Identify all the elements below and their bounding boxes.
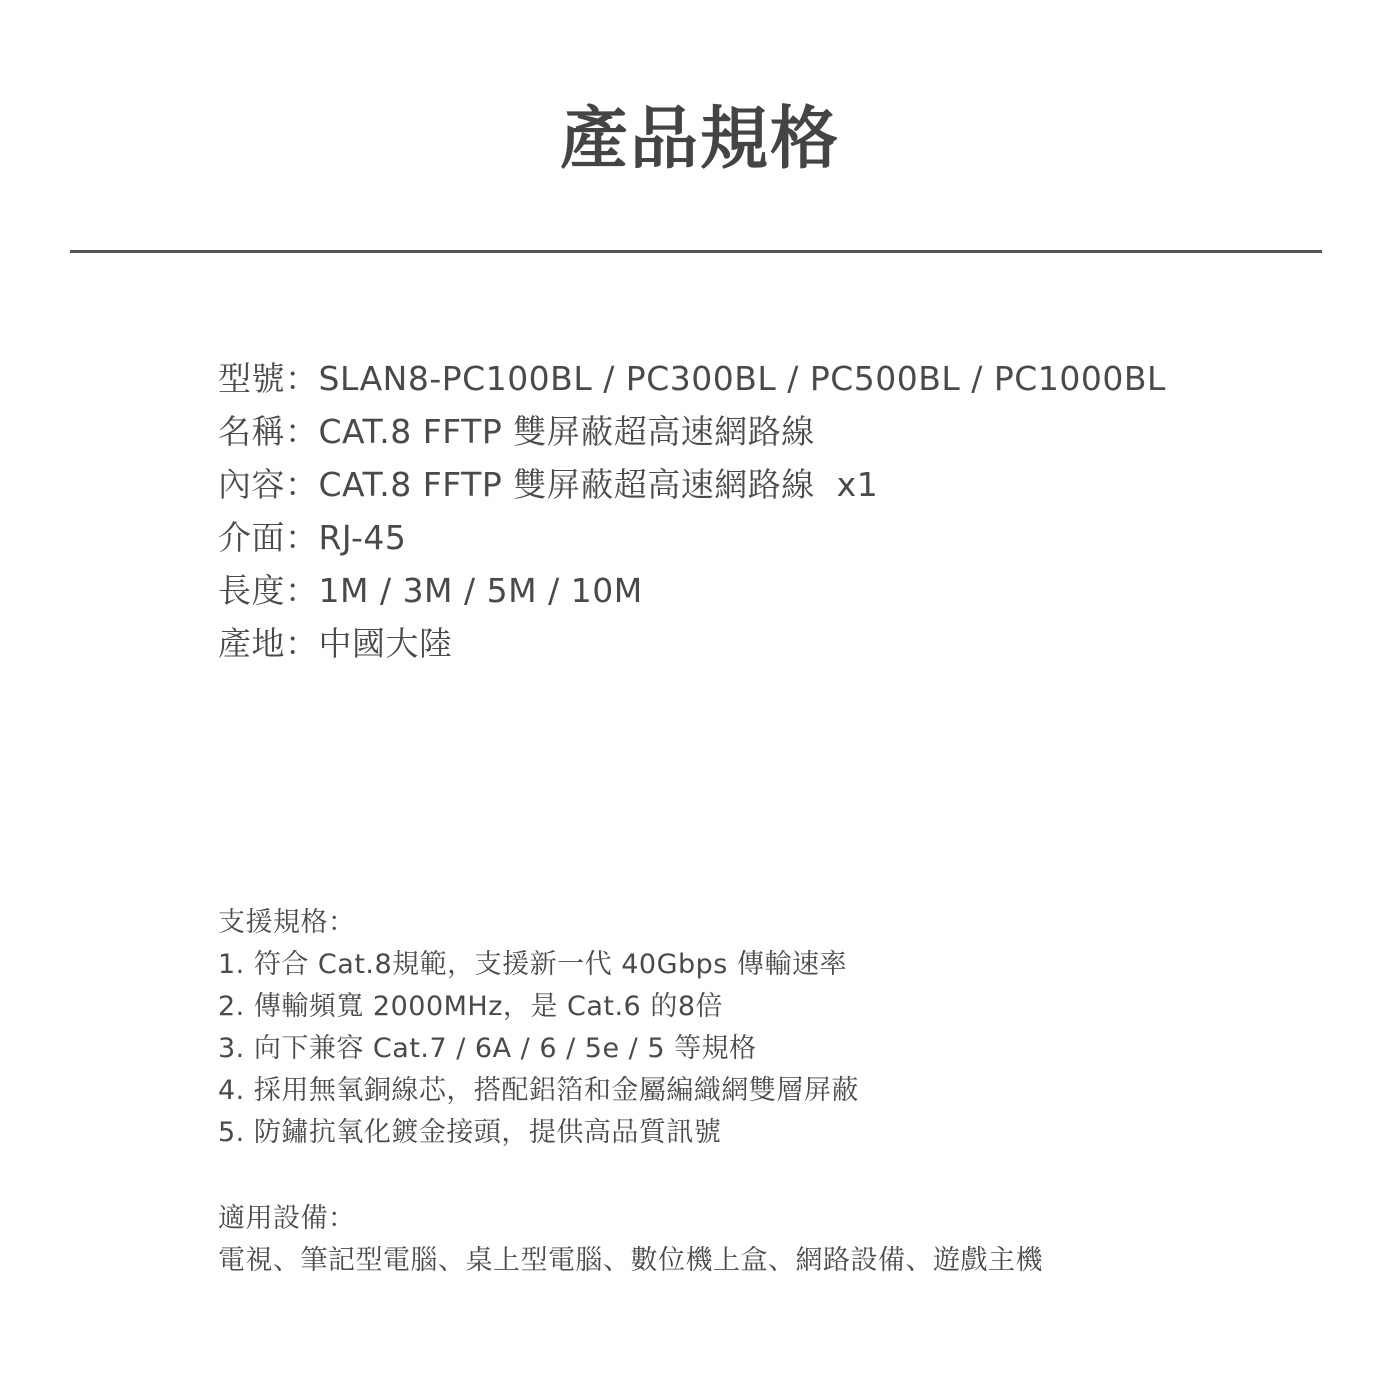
spec-value: CAT.8 FFTP 雙屏蔽超高速網路線: [318, 412, 815, 451]
spec-value: CAT.8 FFTP 雙屏蔽超高速網路線 x1: [318, 465, 879, 504]
support-spec-section: [218, 902, 1318, 1154]
support-spec-item: 2. 傳輸頻寬 2000MHz，是 Cat.6 的8倍: [218, 991, 723, 1022]
compatible-devices-section: [218, 1198, 1318, 1282]
spec-separator: ：: [285, 571, 319, 610]
spec-value: RJ-45: [318, 518, 407, 557]
spec-separator: ：: [285, 359, 319, 398]
spec-label: 名稱: [218, 412, 285, 451]
spec-separator: ：: [285, 412, 319, 451]
title-divider: [70, 250, 1322, 253]
support-spec-heading: 支援規格：: [218, 907, 356, 938]
support-spec-item: 5. 防鏽抗氧化鍍金接頭，提供高品質訊號: [218, 1117, 722, 1148]
spec-label: 長度: [218, 571, 285, 610]
spec-row-length: [218, 564, 1318, 617]
page-title: 產品規格: [559, 100, 840, 179]
spec-label: 介面: [218, 518, 285, 557]
spec-row-origin: [218, 617, 1318, 670]
spec-value: SLAN8-PC100BL / PC300BL / PC500BL / PC1000BL: [318, 359, 1166, 398]
spec-label: 產地: [218, 624, 285, 663]
spec-row-model: [218, 352, 1318, 405]
spec-label: 內容: [218, 465, 285, 504]
compatible-devices-list: 電視、筆記型電腦、桌上型電腦、數位機上盒、網路設備、遊戲主機: [218, 1245, 1043, 1276]
support-spec-item: 3. 向下兼容 Cat.7 / 6A / 6 / 5e / 5 等規格: [218, 1033, 757, 1064]
spec-separator: ：: [285, 518, 319, 557]
spec-row-interface: [218, 511, 1318, 564]
spec-separator: ：: [285, 624, 319, 663]
compatible-devices-heading: 適用設備：: [218, 1203, 356, 1234]
spec-value: 1M / 3M / 5M / 10M: [318, 571, 643, 610]
spec-value: 中國大陸: [318, 624, 453, 663]
spec-separator: ：: [285, 465, 319, 504]
support-spec-item: 1. 符合 Cat.8規範，支援新一代 40Gbps 傳輸速率: [218, 949, 847, 980]
spec-row-contents: [218, 458, 1318, 511]
support-spec-item: 4. 採用無氧銅線芯，搭配鋁箔和金屬編織網雙層屏蔽: [218, 1075, 859, 1106]
spec-label: 型號: [218, 359, 285, 398]
spec-list: [218, 352, 1318, 670]
spec-row-name: [218, 405, 1318, 458]
